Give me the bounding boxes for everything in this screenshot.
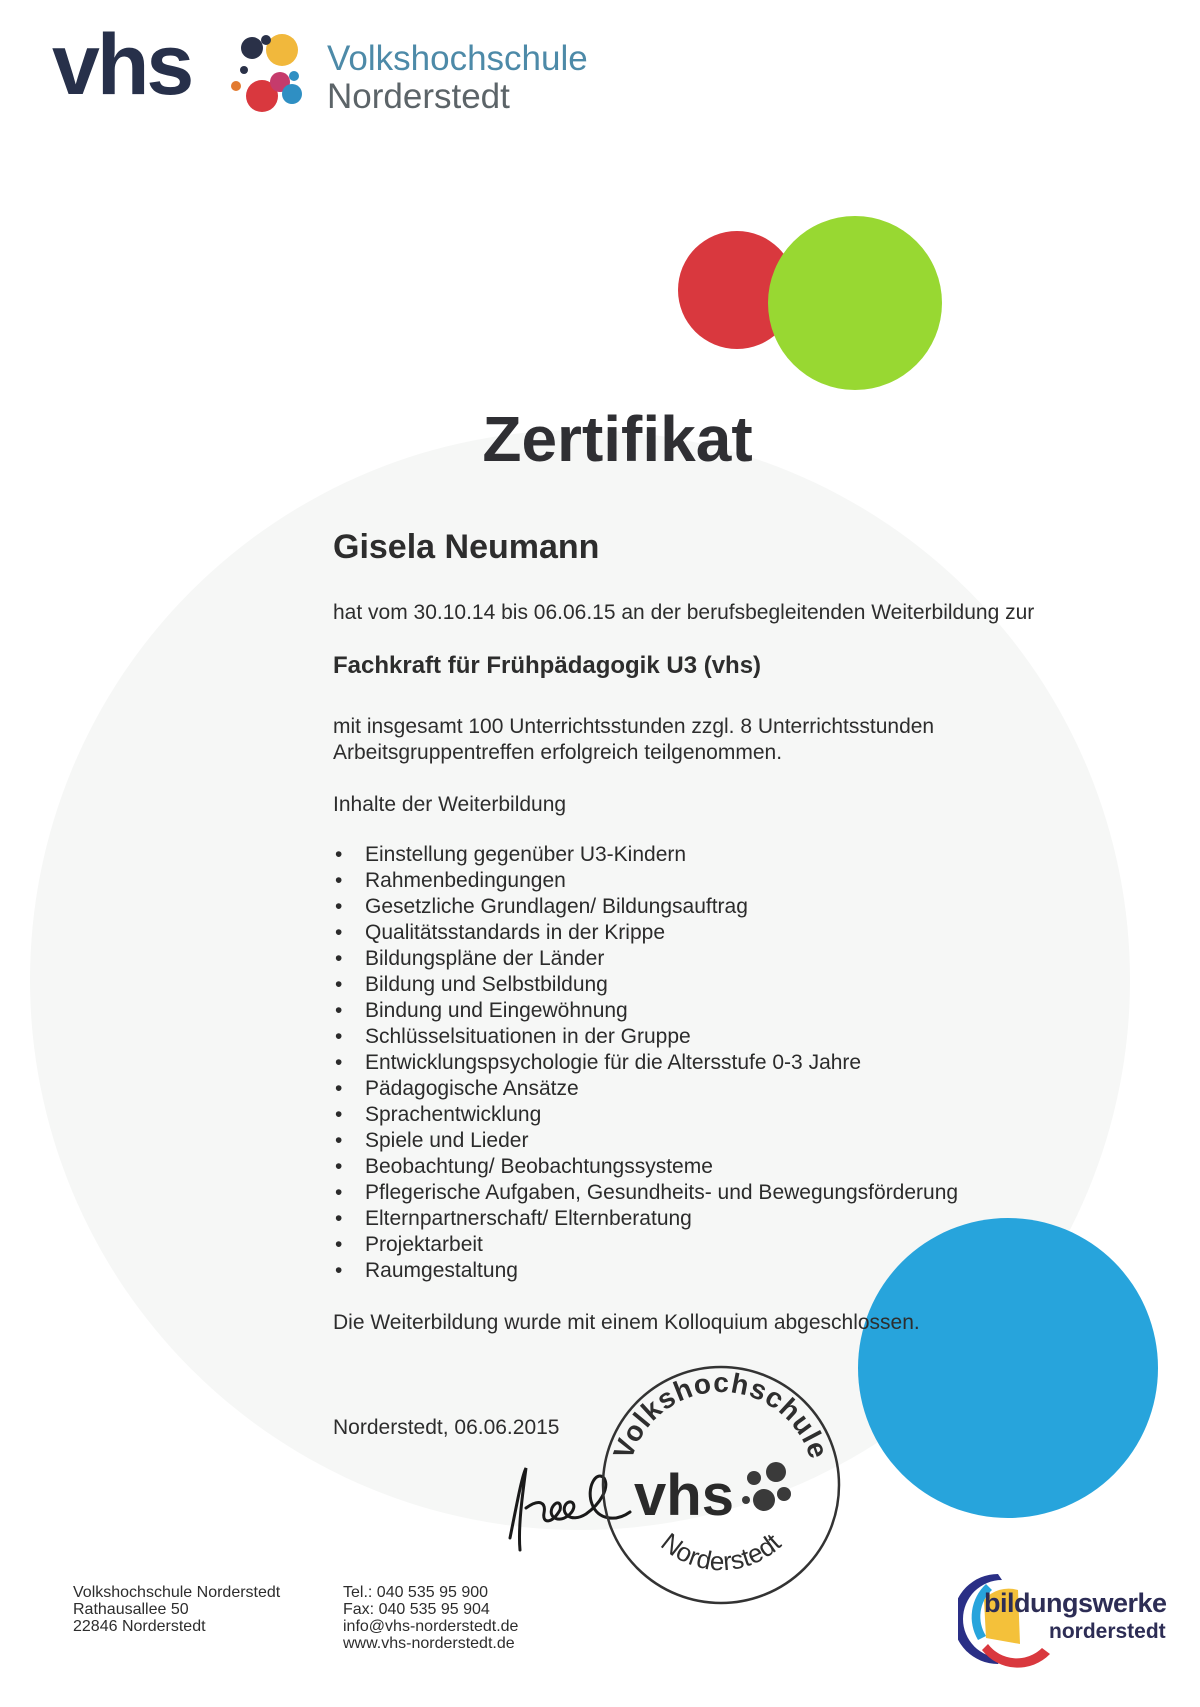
place-date: Norderstedt, 06.06.2015 bbox=[333, 1416, 560, 1439]
conclusion-text: Die Weiterbildung wurde mit einem Kolloquium abgeschlossen. bbox=[333, 1311, 920, 1334]
topic-item: • Raumgestaltung bbox=[333, 1258, 958, 1284]
topic-item: • Bildung und Selbstbildung bbox=[333, 972, 958, 998]
phone-number: Tel.: 040 535 95 900 bbox=[343, 1584, 489, 1601]
topic-item: • Sprachentwicklung bbox=[333, 1102, 958, 1128]
vhs-logo bbox=[52, 17, 192, 113]
stamp-top-text: Volkshochschule bbox=[607, 1366, 835, 1464]
fax-number: Fax: 040 535 95 904 bbox=[343, 1601, 490, 1618]
intro-text: hat vom 30.10.14 bis 06.06.15 an der berufsbegleitenden Weiterbildung zur bbox=[333, 601, 1035, 624]
topic-item: • Schlüsselsituationen in der Gruppe bbox=[333, 1024, 958, 1050]
address-line: Rathausallee 50 bbox=[73, 1601, 189, 1618]
address-line: 22846 Norderstedt bbox=[73, 1618, 206, 1635]
topic-item: • Gesetzliche Grundlagen/ Bildungsauftrag bbox=[333, 894, 958, 920]
bildungswerke-line1: bildungswerke bbox=[984, 1588, 1167, 1618]
bildungswerke-line2: norderstedt bbox=[1049, 1620, 1166, 1643]
course-title: Fachkraft für Frühpädagogik U3 (vhs) bbox=[333, 652, 762, 679]
topic-item: • Projektarbeit bbox=[333, 1232, 958, 1258]
stamp-dots-icon bbox=[742, 1462, 791, 1511]
topics-list bbox=[333, 842, 958, 1284]
stamp-bottom-text: Norderstedt bbox=[655, 1526, 787, 1577]
topic-item: • Elternpartnerschaft/ Elternberatung bbox=[333, 1206, 958, 1232]
bildungswerke-swoosh-icon bbox=[958, 1570, 1058, 1668]
logo-dots-icon bbox=[222, 30, 322, 130]
org-name-line2: Norderstedt bbox=[327, 77, 510, 116]
stamp-center-text: vhs bbox=[634, 1463, 734, 1528]
address-line: Volkshochschule Norderstedt bbox=[73, 1584, 281, 1601]
decorative-green-circle bbox=[768, 216, 942, 390]
official-stamp bbox=[596, 1360, 846, 1610]
topic-item: • Qualitätsstandards in der Krippe bbox=[333, 920, 958, 946]
topic-item: • Einstellung gegenüber U3-Kindern bbox=[333, 842, 958, 868]
footer-address bbox=[73, 1584, 280, 1635]
website-link[interactable]: www.vhs-norderstedt.de bbox=[343, 1635, 515, 1652]
topic-item: • Pflegerische Aufgaben, Gesundheits- und Bewegungsförderung bbox=[333, 1180, 958, 1206]
org-name-line1: Volkshochschule bbox=[327, 39, 588, 78]
org-name bbox=[327, 40, 588, 116]
hours-line-2: Arbeitsgruppentreffen erfolgreich teilgenommen. bbox=[333, 741, 783, 764]
topic-item: • Entwicklungspsychologie für die Altersstufe 0-3 Jahre bbox=[333, 1050, 958, 1076]
topic-item: • Pädagogische Ansätze bbox=[333, 1076, 958, 1102]
contents-heading: Inhalte der Weiterbildung bbox=[333, 793, 567, 816]
logo-word: vhs bbox=[52, 17, 192, 113]
topic-item: • Spiele und Lieder bbox=[333, 1128, 958, 1154]
topic-item: • Bildungspläne der Länder bbox=[333, 946, 958, 972]
recipient-name: Gisela Neumann bbox=[333, 528, 600, 566]
footer-contact bbox=[343, 1584, 518, 1652]
topic-item: • Rahmenbedingungen bbox=[333, 868, 958, 894]
topic-item: • Bindung und Eingewöhnung bbox=[333, 998, 958, 1024]
topic-item: • Beobachtung/ Beobachtungssysteme bbox=[333, 1154, 958, 1180]
hours-line-1: mit insgesamt 100 Unterrichtsstunden zzgl. 8 Unterrichtsstunden bbox=[333, 715, 935, 738]
email-link[interactable]: info@vhs-norderstedt.de bbox=[343, 1618, 519, 1635]
certificate-title: Zertifikat bbox=[482, 403, 753, 475]
